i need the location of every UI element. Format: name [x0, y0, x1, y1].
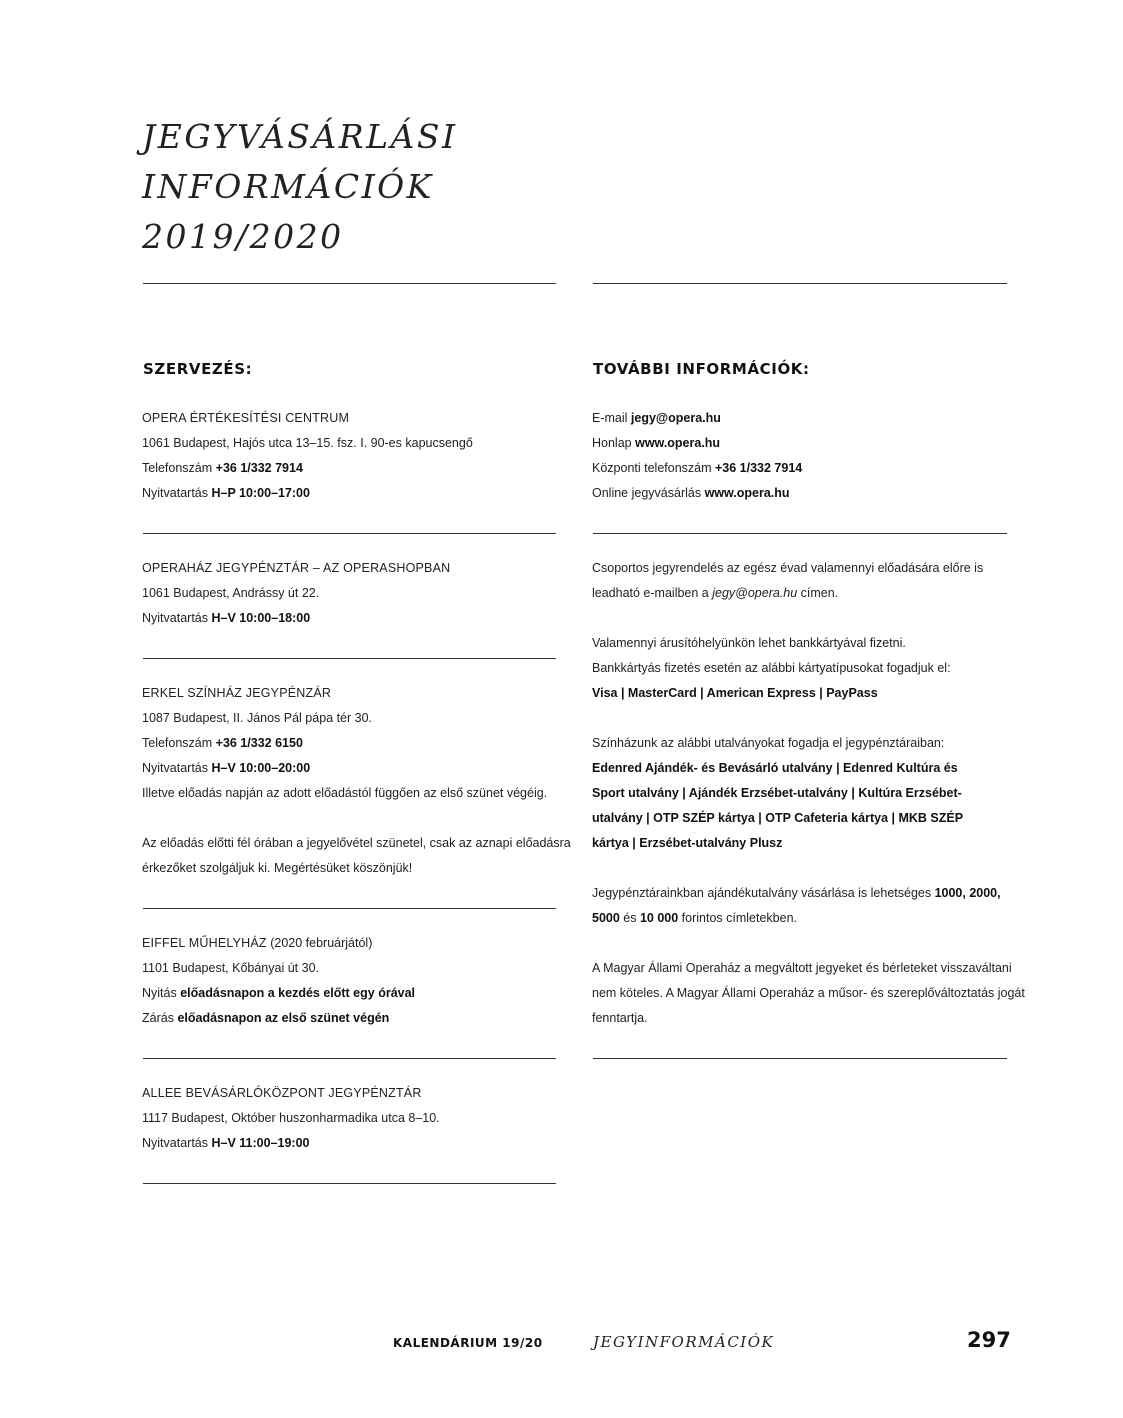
website-link[interactable]: www.opera.hu: [635, 436, 721, 450]
office-hours-line: [142, 481, 562, 506]
page-number: 297: [967, 1328, 1011, 1352]
office-hours-line: [142, 606, 562, 631]
divider: [143, 1058, 556, 1059]
group-text: címen.: [797, 586, 839, 600]
office-address: 1061 Budapest, Hajós utca 13–15. fsz. I. 90-es kapucsengő: [142, 436, 473, 450]
phone-label: Központi telefonszám: [592, 461, 712, 475]
email-line: [592, 406, 1012, 431]
erkel-notice: [142, 831, 571, 881]
gift-text: forintos címletekben.: [678, 911, 798, 925]
opening-hours: H–P 10:00–17:00: [211, 486, 310, 500]
divider: [143, 908, 556, 909]
group-line: Csoportos jegyrendelés az egész évad valamennyi előadására előre is: [592, 561, 984, 575]
section-heading-tovabbi: TOVÁBBI INFORMÁCIÓK:: [593, 360, 810, 378]
online-link[interactable]: www.opera.hu: [704, 486, 790, 500]
office-opera-centrum: [142, 406, 562, 506]
divider: [143, 283, 556, 284]
gift-line: [592, 881, 1012, 906]
divider: [143, 658, 556, 659]
section-heading-szervezes: SZERVEZÉS:: [143, 360, 253, 378]
office-address: 1087 Budapest, II. János Pál pápa tér 30.: [142, 711, 373, 725]
gift-voucher-info: [592, 881, 1012, 931]
page-title-line: INFORMÁCIÓK: [142, 167, 434, 206]
email-link[interactable]: jegy@opera.hu: [630, 411, 721, 425]
hours-label: Nyitvatartás: [142, 611, 208, 625]
group-text: leadható e-mailben a: [592, 586, 713, 600]
contact-block: [592, 406, 1012, 506]
footer-section: JEGYINFORMÁCIÓK: [593, 1333, 775, 1351]
hours-label: Nyitvatartás: [142, 1136, 208, 1150]
legal-line: A Magyar Állami Operaház a megváltott jegyeket és bérleteket visszaváltani: [592, 961, 1012, 975]
office-close-line: [142, 1006, 562, 1031]
hours-label: Nyitvatartás: [142, 761, 208, 775]
opening-hours: H–V 11:00–19:00: [211, 1136, 310, 1150]
email-label: E-mail: [592, 411, 628, 425]
gift-amount: 10 000: [639, 911, 679, 925]
voucher-intro: Színházunk az alábbi utalványokat fogadja el jegypénztáraiban:: [592, 736, 945, 750]
office-allee: [142, 1081, 562, 1156]
office-hours-line: [142, 1131, 562, 1156]
divider: [593, 533, 1007, 534]
office-name: OPERAHÁZ JEGYPÉNZTÁR – AZ OPERASHOPBAN: [142, 561, 451, 575]
central-phone-line: [592, 456, 1012, 481]
phone-label: Telefonszám: [142, 461, 213, 475]
office-name: ERKEL SZÍNHÁZ JEGYPÉNZÁR: [142, 686, 332, 700]
office-eiffel: [142, 931, 562, 1031]
office-address: 1061 Budapest, Andrássy út 22.: [142, 586, 320, 600]
office-phone-line: [142, 731, 562, 756]
card-line: Valamennyi árusítóhelyünkön lehet bankkártyával fizetni.: [592, 636, 906, 650]
card-line: Bankkártyás fizetés esetén az alábbi kártyatípusokat fogadjuk el:: [592, 661, 951, 675]
online-label: Online jegyvásárlás: [592, 486, 702, 500]
voucher-line: kártya | Erzsébet-utalvány Plusz: [592, 836, 783, 850]
office-phone-line: [142, 456, 562, 481]
group-email[interactable]: jegy@opera.hu: [712, 586, 798, 600]
office-address: 1101 Budapest, Kőbányai út 30.: [142, 961, 319, 975]
card-types: Visa | MasterCard | American Express | PayPass: [592, 686, 878, 700]
voucher-info: [592, 731, 1012, 856]
hours-label: Nyitvatartás: [142, 486, 208, 500]
divider: [593, 283, 1007, 284]
page-title: [142, 112, 457, 262]
gift-amounts: 1000, 2000,: [934, 886, 1001, 900]
voucher-line: Edenred Ajándék- és Bevásárló utalvány | Edenred Kultúra és: [592, 761, 958, 775]
gift-line: [592, 906, 1012, 931]
office-open-line: [142, 981, 562, 1006]
legal-line: fenntartja.: [592, 1011, 648, 1025]
divider: [593, 1058, 1007, 1059]
card-payment-info: [592, 631, 1012, 706]
legal-line: nem köteles. A Magyar Állami Operaház a műsor- és szereplőváltoztatás jogát: [592, 986, 1025, 1000]
open-label: Nyitás: [142, 986, 177, 1000]
phone-number: +36 1/332 7914: [215, 461, 303, 475]
office-address: 1117 Budapest, Október huszonharmadika utca 8–10.: [142, 1111, 440, 1125]
divider: [143, 1183, 556, 1184]
group-order-info: [592, 556, 1012, 606]
office-hours-line: [142, 756, 562, 781]
phone-number: +36 1/332 7914: [715, 461, 803, 475]
close-label: Zárás: [142, 1011, 174, 1025]
office-name: EIFFEL MŰHELYHÁZ: [142, 936, 267, 950]
gift-text: Jegypénztárainkban ajándékutalvány vásárlása is lehetséges: [592, 886, 935, 900]
gift-amount: 5000: [592, 911, 620, 925]
opening-hours: H–V 10:00–18:00: [211, 611, 311, 625]
office-name: OPERA ÉRTÉKESÍTÉSI CENTRUM: [142, 411, 350, 425]
notice-line: Az előadás előtti fél órában a jegyelővétel szünetel, csak az aznapi előadásra: [142, 836, 571, 850]
online-line: [592, 481, 1012, 506]
office-name: ALLEE BEVÁSÁRLÓKÖZPONT JEGYPÉNZTÁR: [142, 1086, 422, 1100]
open-time: előadásnapon a kezdés előtt egy órával: [180, 986, 416, 1000]
phone-number: +36 1/332 6150: [215, 736, 303, 750]
website-line: [592, 431, 1012, 456]
office-name-suffix: (2020 februárjától): [266, 936, 373, 950]
footer-publication: KALENDÁRIUM 19/20: [393, 1336, 543, 1350]
gift-text: és: [619, 911, 640, 925]
legal-info: [592, 956, 1025, 1031]
group-line: [592, 581, 1012, 606]
notice-line: érkezőket szolgáljuk ki. Megértésüket köszönjük!: [142, 861, 413, 875]
office-erkel: [142, 681, 562, 806]
page-title-line: 2019/2020: [142, 217, 344, 256]
voucher-line: Sport utalvány | Ajándék Erzsébet-utalvány | Kultúra Erzsébet-: [592, 786, 962, 800]
office-name-line: [142, 931, 562, 956]
voucher-line: utalvány | OTP SZÉP kártya | OTP Cafeteria kártya | MKB SZÉP: [592, 811, 964, 825]
website-label: Honlap: [592, 436, 632, 450]
office-operahaz: [142, 556, 562, 631]
office-note: Illetve előadás napján az adott előadástól függően az első szünet végéig.: [142, 786, 548, 800]
phone-label: Telefonszám: [142, 736, 213, 750]
divider: [143, 533, 556, 534]
opening-hours: H–V 10:00–20:00: [211, 761, 311, 775]
close-time: előadásnapon az első szünet végén: [177, 1011, 390, 1025]
page-title-line: JEGYVÁSÁRLÁSI: [142, 117, 458, 156]
